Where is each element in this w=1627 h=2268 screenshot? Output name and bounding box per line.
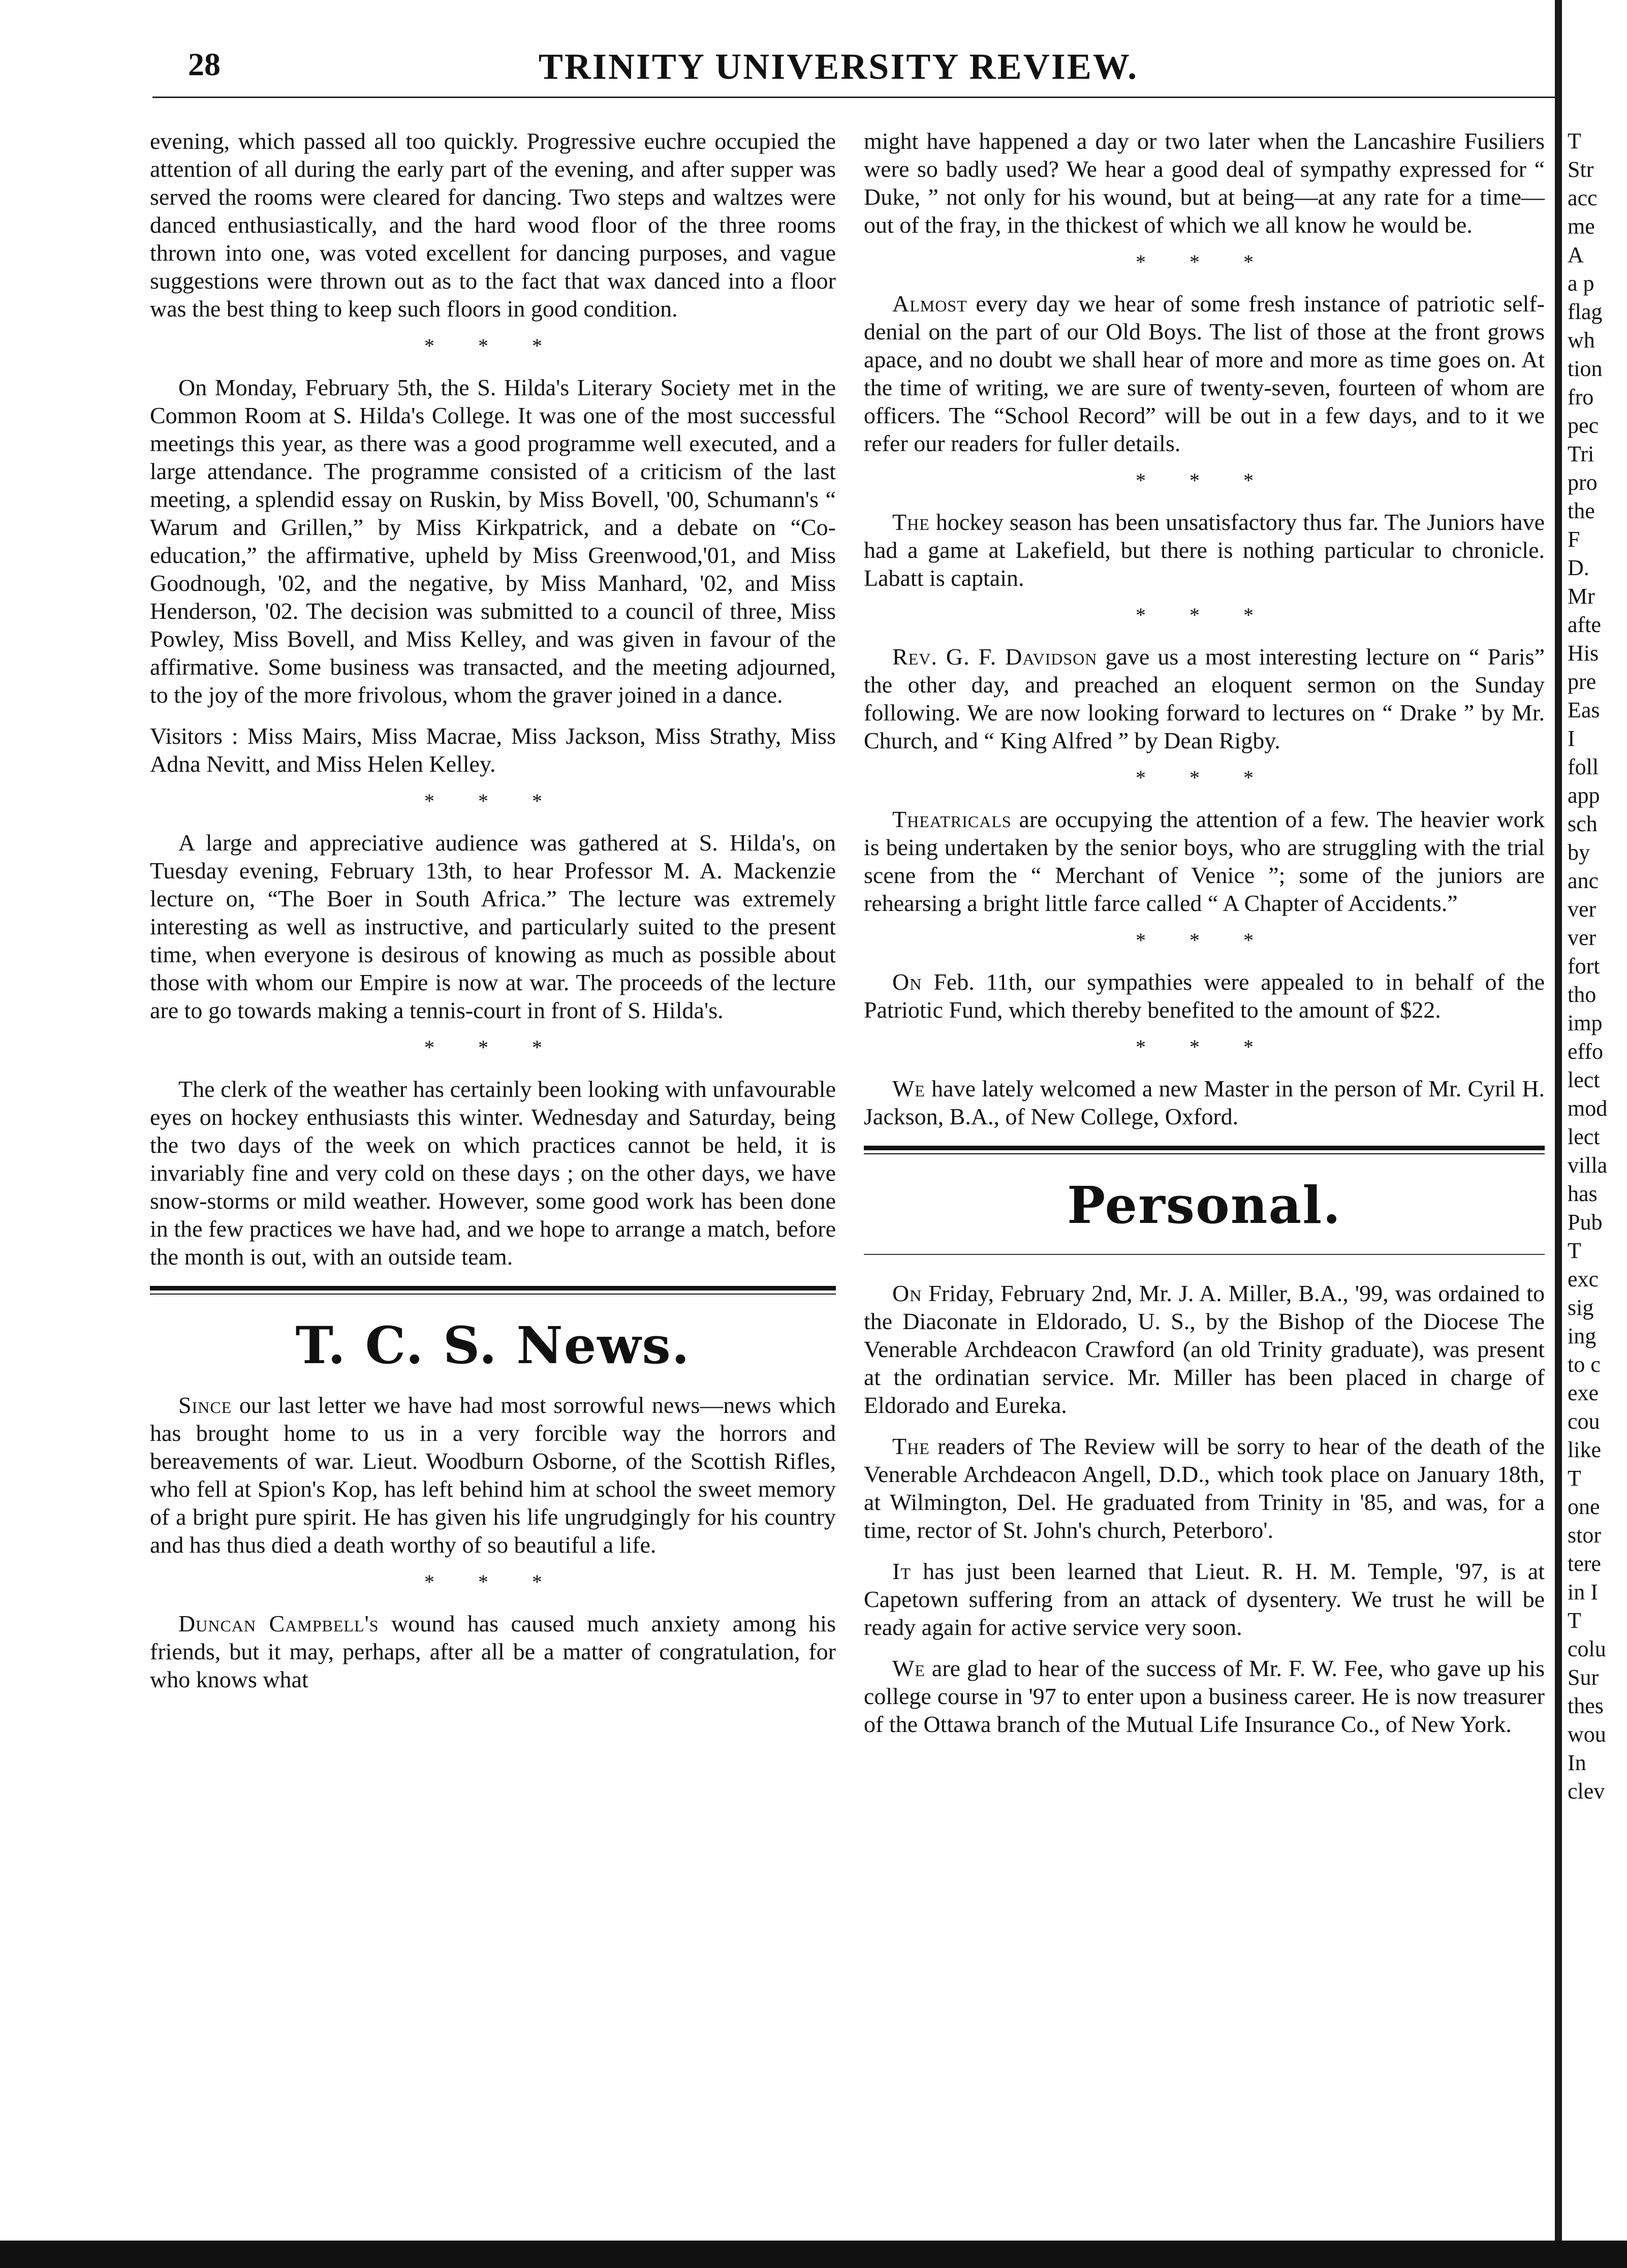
article-paragraph: has just been learned that Lieut. R. H. M. Temple, '97, is at Capetown suffering from an attack of dysentery. We trust he will be ready again for active service very soon. [864,1558,1545,1640]
fragment-text: mod [1568,1096,1608,1121]
adjacent-page-fragments [1568,127,1627,2185]
lead-word: On [892,1280,922,1306]
fragment-text: exc [1568,1267,1599,1292]
fragment-text: to c [1568,1352,1601,1377]
article-paragraph: On Monday, February 5th, the S. Hilda's Literary Society met in the Common Room at S. Hilda's College. It was one of the most successful meetings this year, as there was a good programme well executed, and a large attendance. The programme consisted of a criticism of the last meeting, a splendid essay on Ruskin, by Miss Bovell, '00, Schumann's “ Warum and Grillen,” by Miss Kirkpatrick, and a debate on “Co-education,” the affirmative, upheld by Miss Greenwood,'01, and Miss Goodnough, '02, and the negative, by Miss Manhard, '02, and Miss Henderson, '02. The decision was submitted to a council of three, Miss Powley, Miss Bovell, and Miss Kelley, and was given in favour of the affirmative. Some business was transacted, and the meeting adjourned, to the joy of the more frivolous, whom the graver joined in a dance. [150,374,836,708]
article-paragraph: Friday, February 2nd, Mr. J. A. Miller, B.A., '99, was ordained to the Diaconate in Eldorado, U. S., by the Bishop of the Diocese The Venerable Archdeacon Crawford (an old Trinity graduate), was present at the ordinatian service. Mr. Miller has been placed in charge of Eldorado and Eureka. [864,1280,1545,1418]
article-paragraph: have lately welcomed a new Master in the person of Mr. Cyril H. Jackson, B.A., of New College, Oxford. [864,1076,1545,1129]
article-paragraph: Feb. 11th, our sympathies were appealed to in behalf of the Patriotic Fund, which thereby benefited to the amount of $22. [864,969,1545,1023]
fragment-text: Eas [1568,698,1600,722]
fragment-text: anc [1568,868,1599,893]
fragment-text: the [1568,498,1595,523]
fragment-text: tho [1568,982,1597,1007]
article-paragraph: might have happened a day or two later when the Lancashire Fusiliers were so badly used? We hear a good deal of sympathy expressed for “ Duke, ” not only for his wound, but at being—at any rate for a time—out of the fray, in the thickest of which we all know he would be. [864,128,1545,238]
lead-word: We [892,1076,925,1101]
fragment-text: like [1568,1437,1601,1462]
fragment-text: sch [1568,811,1598,836]
fragment-text: sig [1568,1295,1594,1320]
article-paragraph: are occupying the attention of a few. The heavier work is being undertaken by the senior boys, who are struggling with the trial scene from the “ Merchant of Venice ”; some of the juniors are rehearsing a bright little farce called “ A Chapter of Accidents.” [864,806,1545,916]
fragment-text: T [1568,1238,1581,1263]
article-paragraph: The clerk of the weather has certainly been looking with unfavourable eyes on hockey enthusiasts this winter. Wednesday and Saturday, being the two days of the week on which practices cannot be held, it is invariably fine and very cold on these days ; on the other days, we have snow-storms or mild weather. However, some good work has been done in the few practices we have had, and we hope to arrange a match, before the month is out, with an outside team. [150,1076,836,1270]
section-separator: * * * [1136,604,1273,626]
section-separator: * * * [1136,1035,1273,1058]
fragment-text: clev [1568,1779,1605,1804]
right-column [864,127,1545,1751]
article-paragraph: hockey season has been unsatisfactory thus far. The Juniors have had a game at Lakefield, but there is nothing particular to chronicle. Labatt is captain. [864,509,1545,591]
lead-word: The [892,509,930,535]
fragment-text: lect [1568,1124,1600,1149]
scan-edge [0,2241,1627,2268]
fragment-text: colu [1568,1636,1606,1661]
fragment-text: A [1568,242,1584,267]
lead-word: It [892,1558,911,1584]
section-separator: * * * [424,1036,561,1059]
lead-word: The [892,1433,930,1459]
fragment-text: fro [1568,385,1594,410]
section-separator: * * * [1136,929,1273,952]
fragment-text: pre [1568,669,1597,694]
fragment-text: afte [1568,612,1601,637]
article-paragraph: are glad to hear of the success of Mr. F. W. Fee, who gave up his college course in '97 to enter upon a business career. He is now treasurer of the Ottawa branch of the Mutual Life Insurance Co., of New York. [864,1655,1545,1737]
lead-word: Duncan Campbell's [178,1611,379,1636]
fragment-text: thes [1568,1693,1604,1718]
lead-word: Theatricals [892,806,1012,832]
fragment-text: cou [1568,1409,1600,1434]
fragment-text: Pub [1568,1210,1603,1235]
article-paragraph: A large and appreciative audience was gathered at S. Hilda's, on Tuesday evening, February 13th, to hear Professor M. A. Mackenzie lecture on, “The Boer in South Africa.” The lecture was extremely interesting as well as instructive, and particularly suited to the present time, when everyone is desirous of knowing as much as possible about those with whom our Empire is now at war. The proceeds of the lecture are to go towards making a tennis-court in front of S. Hilda's. [150,830,836,1023]
fragment-text: lect [1568,1067,1600,1092]
page-header [152,36,1524,102]
fragment-text: D. [1568,555,1589,580]
article-paragraph: every day we hear of some fresh instance of patriotic self-denial on the part of our Old Boys. The list of those at the front grows apace, and no doubt we shall hear of more and more as time goes on. At the time of writing, we are sure of twenty-seven, fourteen of whom are officers. The “School Record” will be out in a few days, and to it we refer our readers for fuller details. [864,291,1545,456]
lead-word: We [892,1655,925,1681]
fragment-text: stor [1568,1523,1601,1548]
fragment-text: Tri [1568,442,1594,466]
article-paragraph: wound has caused much anxiety among his friends, but it may, perhaps, after all be a matter of congratulation, for who knows what [150,1611,836,1692]
article-paragraph: readers of The Review will be sorry to hear of the death of the Venerable Archdeacon Angell, D.D., which took place on January 18th, at Wilmington, Del. He graduated from Trinity in '85, and was, for a time, rector of St. John's church, Peterboro'. [864,1433,1545,1543]
section-separator: * * * [424,1570,561,1593]
fragment-text: in I [1568,1580,1598,1604]
running-title: TRINITY UNIVERSITY REVIEW. [538,46,1139,87]
fragment-text: ing [1568,1324,1597,1348]
fragment-text: tere [1568,1551,1601,1576]
fragment-text: wh [1568,328,1595,353]
section-separator: * * * [1136,250,1273,273]
lead-word: Since [178,1392,232,1418]
visitors-paragraph: Visitors : Miss Mairs, Miss Macrae, Miss Jackson, Miss Strathy, Miss Adna Nevitt, and Miss Helen Kelley. [150,723,836,777]
section-rule [864,1146,1545,1154]
fragment-text: villa [1568,1153,1608,1178]
fragment-text: by [1568,840,1590,865]
article-paragraph: gave us a most interesting lecture on “ Paris” the other day, and preached an eloquent sermon on the Sunday following. We are now looking forward to lectures on “ Drake ” by Mr. Church, and “ King Alfred ” by Dean Rigby. [864,644,1545,753]
fragment-text: effo [1568,1039,1604,1064]
fragment-text: ver [1568,897,1597,922]
tcs-news-heading: T. C. S. News. [295,1315,691,1375]
fragment-text: fort [1568,954,1600,979]
heading-rule [864,1254,1545,1255]
fragment-text: His [1568,641,1599,666]
fragment-text: a p [1568,271,1594,296]
section-separator: * * * [1136,766,1273,789]
personal-heading: Personal. [1067,1175,1342,1235]
fragment-text: exe [1568,1380,1599,1405]
fragment-text: wou [1568,1722,1606,1747]
section-rule [150,1286,836,1295]
section-separator: * * * [1136,469,1273,492]
article-paragraph: our last letter we have had most sorrowful news—news which has brought home to us in a very forcible way the horrors and bereavements of war. Lieut. Woodburn Osborne, of the Scottish Rifles, who fell at Spion's Kop, has left behind him at school the sweet memory of a bright pure spirit. He has given his life ungrudgingly for his country and has thus died a death worthy of so beautiful a life. [150,1392,836,1558]
lead-word: Almost [892,291,967,317]
article-paragraph: evening, which passed all too quickly. Progressive euchre occupied the attention of all during the early part of the evening, and after supper was served the rooms were cleared for dancing. Two steps and waltzes were danced enthusiastically, and the hard wood floor of the three rooms thrown into one, was voted excellent for dancing purposes, and vague suggestions were thrown out as to the fact that wax danced into a floor was the best thing to keep such floors in good condition. [150,128,836,322]
fragment-text: Sur [1568,1665,1599,1690]
fragment-text: F [1568,527,1580,552]
lead-word: Rev. G. F. Davidson [892,644,1098,670]
fragment-text: me [1568,214,1595,239]
fragment-text: app [1568,783,1600,808]
fragment-text: ver [1568,925,1597,950]
fragment-text: Str [1568,157,1594,182]
section-separator: * * * [424,334,561,357]
fragment-text: foll [1568,754,1599,779]
fragment-text: has [1568,1181,1598,1206]
fragment-text: one [1568,1494,1600,1519]
fragment-text: T [1568,1466,1581,1491]
fragment-text: imp [1568,1011,1603,1035]
fragment-text: flag [1568,299,1603,324]
section-separator: * * * [424,790,561,812]
lead-word: On [892,969,922,995]
fragment-text: pec [1568,413,1599,438]
page-gutter [1555,0,1562,2268]
fragment-text: I [1568,726,1575,751]
header-rule [152,97,1560,98]
fragment-text: acc [1568,185,1598,210]
fragment-text: T [1568,129,1581,153]
left-column [150,127,836,1707]
fragment-text: In [1568,1750,1586,1775]
fragment-text: T [1568,1608,1581,1633]
fragment-text: tion [1568,356,1603,381]
fragment-text: pro [1568,470,1598,495]
page-number: 28 [188,46,221,82]
fragment-text: Mr [1568,584,1595,609]
